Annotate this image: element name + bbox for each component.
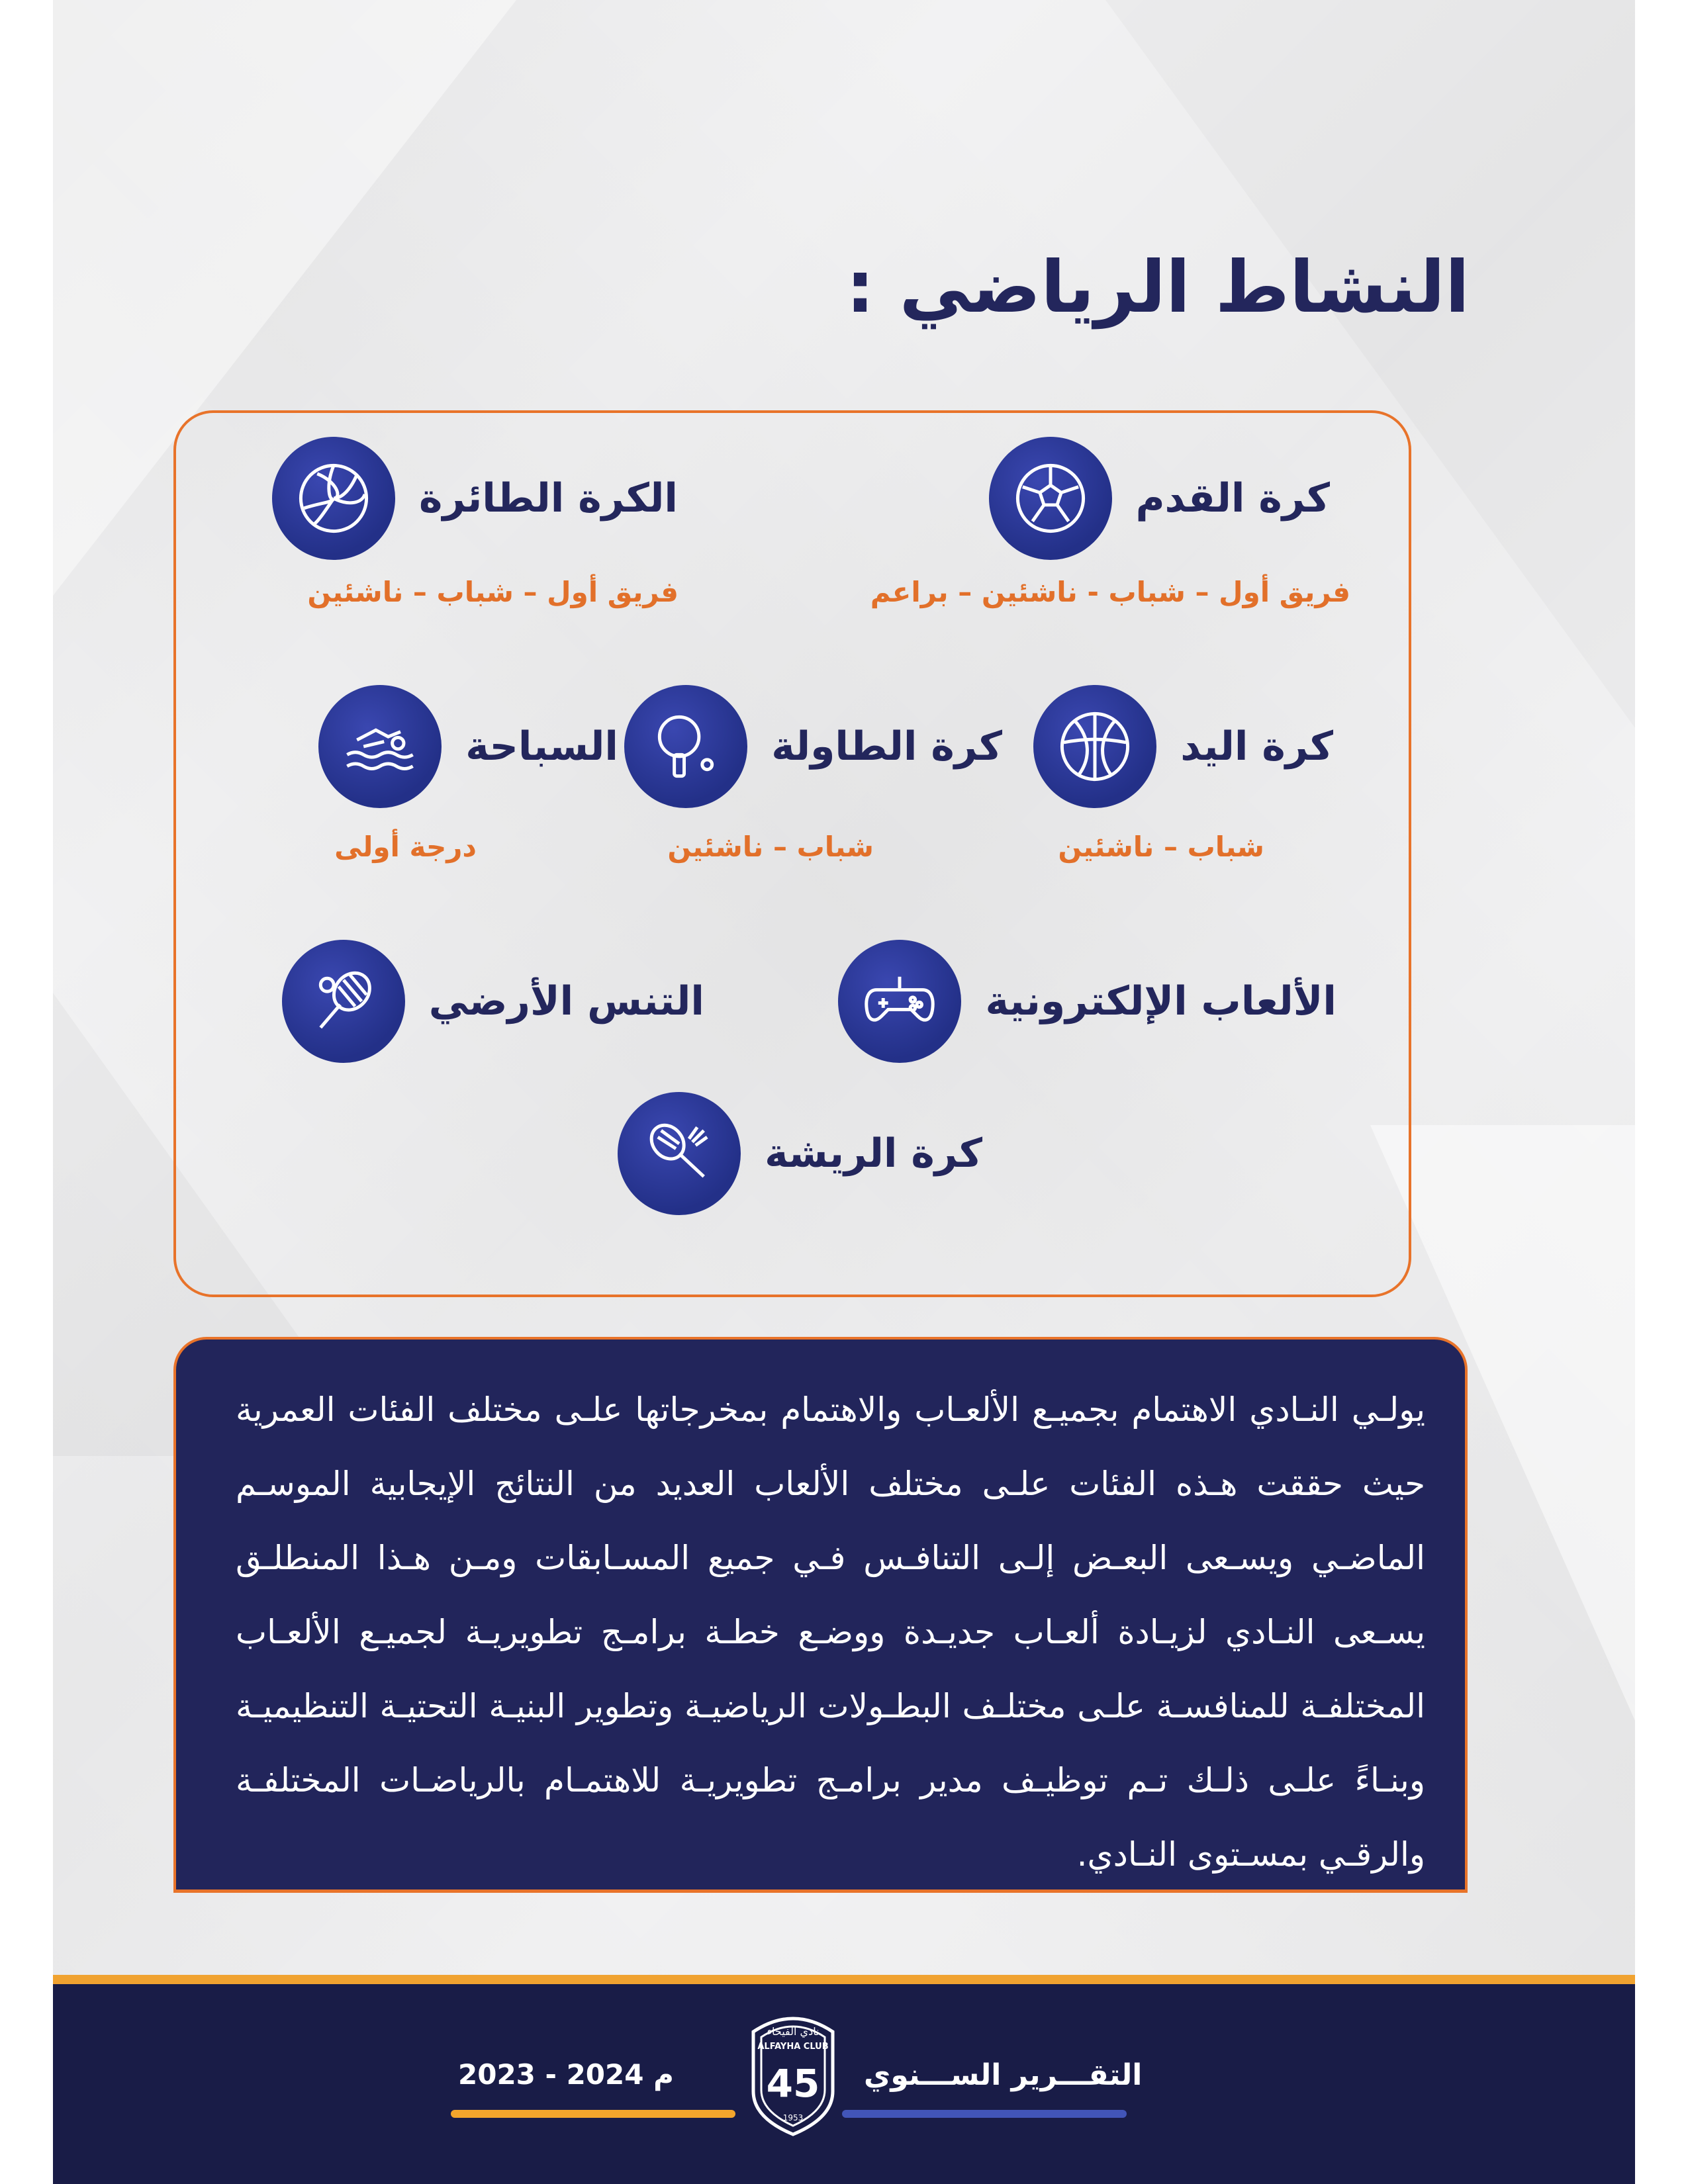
gamepad-icon	[838, 940, 961, 1063]
sport-handball	[1033, 685, 1357, 808]
sport-badminton	[618, 1092, 1006, 1215]
sport-table-tennis	[624, 685, 1026, 808]
sport-categories: فريق أول – شباب – ناشئين	[307, 576, 679, 608]
sport-volleyball	[272, 437, 702, 560]
description-panel	[173, 1337, 1468, 1893]
sport-name: كرة اليد	[1180, 723, 1333, 770]
logo-arabic: نادي الفيحاء	[767, 2025, 820, 2038]
logo-number: 45	[766, 2061, 820, 2106]
sport-categories: شباب – ناشئين	[667, 831, 874, 863]
description-text: يولـي النـادي الاهتمام بجميـع الألعـاب والاهتمام بمخرجاتها علـى مختلف الفئات العمرية حيث حققت هـذه الفئات علـى مختلف الألعاب العديد من النتائج الإيجابية الموسـم الماضـي ويسـعى البعـض إلـى التنافـس فـي جميع المسـابقات ومـن هـذا المنطلـق يسـعى النـادي لزيـادة ألعـاب جديـدة ووضـع خطـة برامـج تطويريـة لجميـع الألعـاب المختلفـة للمنافسـة علـى مختلـف البطـولات الرياضيـة وتطوير البنيـة التحتيـة التنظيميـة وبنـاءً علـى ذلـك تـم توظيـف مدير برامـج تطويريـة للاهتمـام بالرياضـات المختلفـة والرقـي بمسـتوى النـادي.	[236, 1390, 1425, 1874]
handball-icon	[1033, 685, 1156, 808]
report-years: 2023 - 2024 م	[458, 2058, 674, 2091]
footer-accent-line	[53, 1975, 1635, 1984]
volleyball-icon	[272, 437, 395, 560]
sport-name: الكرة الطائرة	[419, 475, 678, 522]
soccer-ball-icon	[989, 437, 1112, 560]
sport-name: كرة القدم	[1135, 475, 1330, 522]
swimmer-icon	[318, 685, 442, 808]
logo-year: 1953	[782, 2113, 804, 2122]
tennis-racket-icon	[282, 940, 405, 1063]
report-title: التقـــرير الســـنوي	[864, 2058, 1143, 2092]
club-logo	[740, 2005, 846, 2138]
sport-swimming	[318, 685, 642, 808]
sport-name: التنس الأرضي	[428, 978, 704, 1024]
sport-name: الألعاب الإلكترونية	[985, 978, 1336, 1024]
page-title: النشاط الرياضي :	[845, 246, 1470, 330]
table-tennis-icon	[624, 685, 747, 808]
sport-name: كرة الطاولة	[771, 723, 1002, 770]
footer-bar-right	[842, 2110, 1127, 2118]
sport-name: كرة الريشة	[765, 1130, 982, 1177]
footer-bar-left	[451, 2110, 735, 2118]
sport-categories: درجة أولى	[334, 831, 477, 863]
badminton-icon	[618, 1092, 741, 1215]
logo-club-text: ALFAYHA CLUB	[757, 2042, 829, 2052]
sport-categories: فريق أول – شباب - ناشئين – براعم	[870, 576, 1350, 608]
sport-tennis	[282, 940, 728, 1063]
sport-name: السباحة	[465, 723, 618, 770]
sport-categories: شباب – ناشئين	[1058, 831, 1264, 863]
sport-esports	[838, 940, 1360, 1063]
sport-football	[989, 437, 1354, 560]
